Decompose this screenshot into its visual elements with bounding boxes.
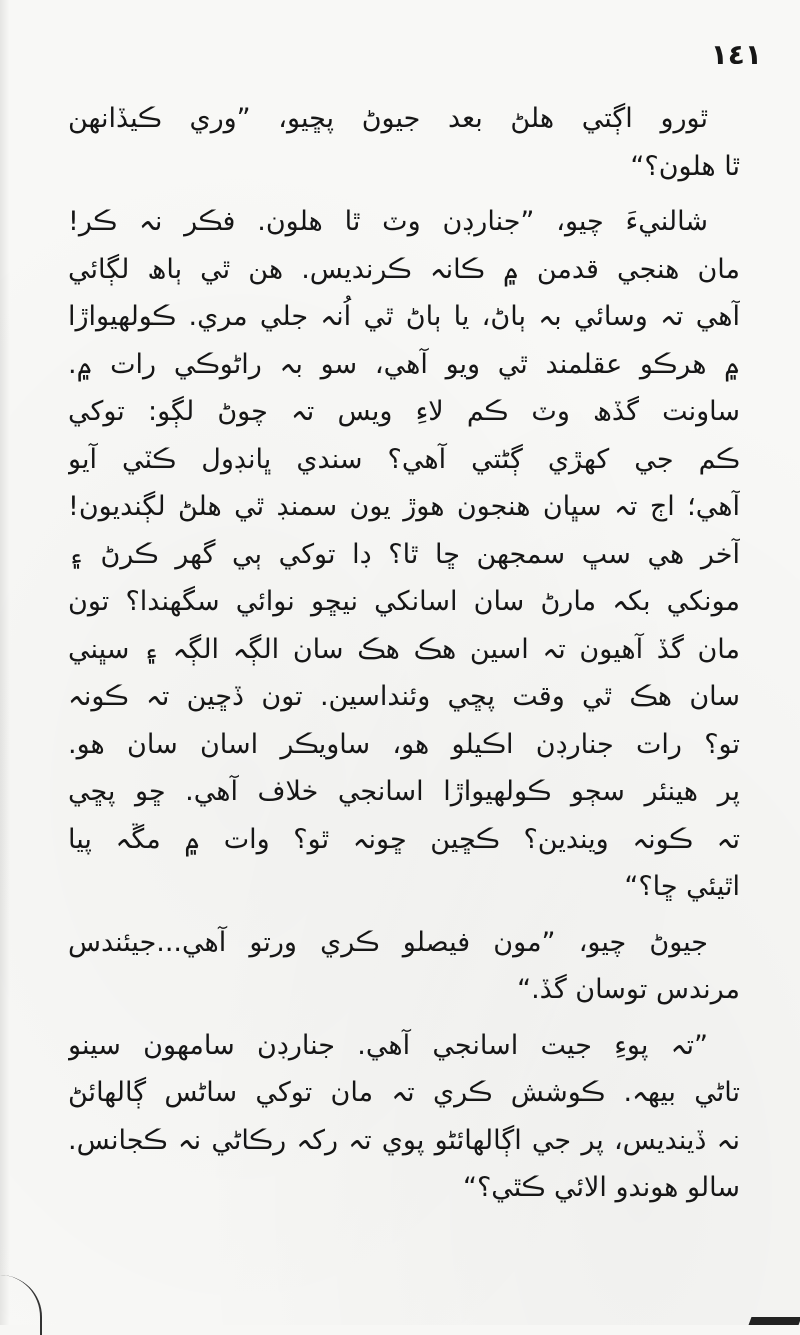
page-number: ١٤١	[710, 38, 762, 71]
text-line: سالو هوندو الائي ڪٿي؟“	[462, 1172, 740, 1203]
paragraph-2	[68, 198, 740, 911]
text-line: ”تہ پوءِ جيت اسانجي آهي. جنارڊن سامھون سينو	[68, 1029, 708, 1061]
text-line: سان هڪ ٿي وقت پڇي وئنداسين. تون ڏڇين تہ ڪونہ	[68, 681, 740, 712]
paragraph-3	[68, 919, 740, 1014]
text-line: ٿورو اڳتي هلڻ بعد جيوڻ پڇيو، ”وري ڪيڏانهن	[68, 103, 708, 134]
text-line: مان هنجي قدمن ۾ ڪانہ ڪرنديس. هن ٿي ٻاھ لڳائي	[68, 253, 740, 285]
text-line: پر هينئر سڄو ڪولهيواڙا اسانجي خلاف آهي. ڇو پڇي	[68, 776, 740, 807]
text-line: مان گڏ آهيون تہ اسين هڪ هڪ سان الڳہ الڳہ ۽ سڀني	[68, 633, 740, 665]
paragraph-4	[68, 1022, 740, 1212]
text-line: شالنيءَ چيو، ”جنارڊن وٽ ٿا هلون. فڪر نہ ڪر!	[68, 206, 708, 237]
page-curl-mark	[0, 1275, 42, 1335]
text-line: تاڻي بيهہ. ڪوشش ڪري تہ مان توکي ساڻس ڳالهائڻ	[68, 1077, 740, 1108]
text-line: آهي تہ وسائي بہ ٻاڻ، يا ٻاڻ ٿي اُنہ جلي مري. ڪولهيواڙا	[68, 301, 740, 332]
text-line: مونکي بکہ مارڻ سان اسانکي نيڇو نوائي سگھندا؟ تون	[68, 586, 740, 617]
text-line: ۾ هرڪو عقلمند ٿي ويو آهي، سو بہ راڻوڪي رات ۾.	[68, 348, 740, 380]
text-line: ڪم جي کھڙي ڳڻتي آهي؟ سندي ڀانڊول ڪٽي آيو	[68, 443, 740, 475]
text-line: ٿا هلون؟“	[630, 150, 740, 182]
text-line: اٿيئي ڇا؟“	[624, 871, 740, 902]
text-line: جيوڻ چيو، ”مون فيصلو ڪري ورتو آهي...جيئندس	[68, 926, 708, 958]
text-line: ساونت گڏھ وٽ ڪم لاءِ ويس تہ چوڻ لڳو: توکي	[68, 396, 740, 427]
body-text	[68, 95, 740, 1212]
paragraph-1	[68, 95, 740, 190]
text-line: مرندس توسان گڏ.“	[517, 974, 740, 1005]
page-edge-shadow	[0, 0, 10, 1325]
text-line: تہ ڪونہ ويندين؟ ڪڇين ڇونہ ٿو؟ وات ۾ مڱہ پيا	[68, 823, 740, 855]
text-line: تو؟ رات جنارڊن اڪيلو هو، ساويڪر اسان سان هو.	[68, 728, 740, 760]
scan-edge-mark	[749, 1317, 800, 1325]
text-line: نہ ڏينديس، پر جي اڳالهائڻو پوي تہ رکہ رڪاڻي نہ ڪجانس.	[68, 1124, 740, 1156]
text-line: آهي؛ اڄ تہ سڀان هنجون هوڙ يون سمنڊ ٿي هلڻ لڳنديون!	[68, 491, 740, 522]
text-line: آخر هي سڀ سمجھن ڇا ٿا؟ ڊا توکي ٻي گھر ڪرڻ ۽	[68, 538, 740, 570]
